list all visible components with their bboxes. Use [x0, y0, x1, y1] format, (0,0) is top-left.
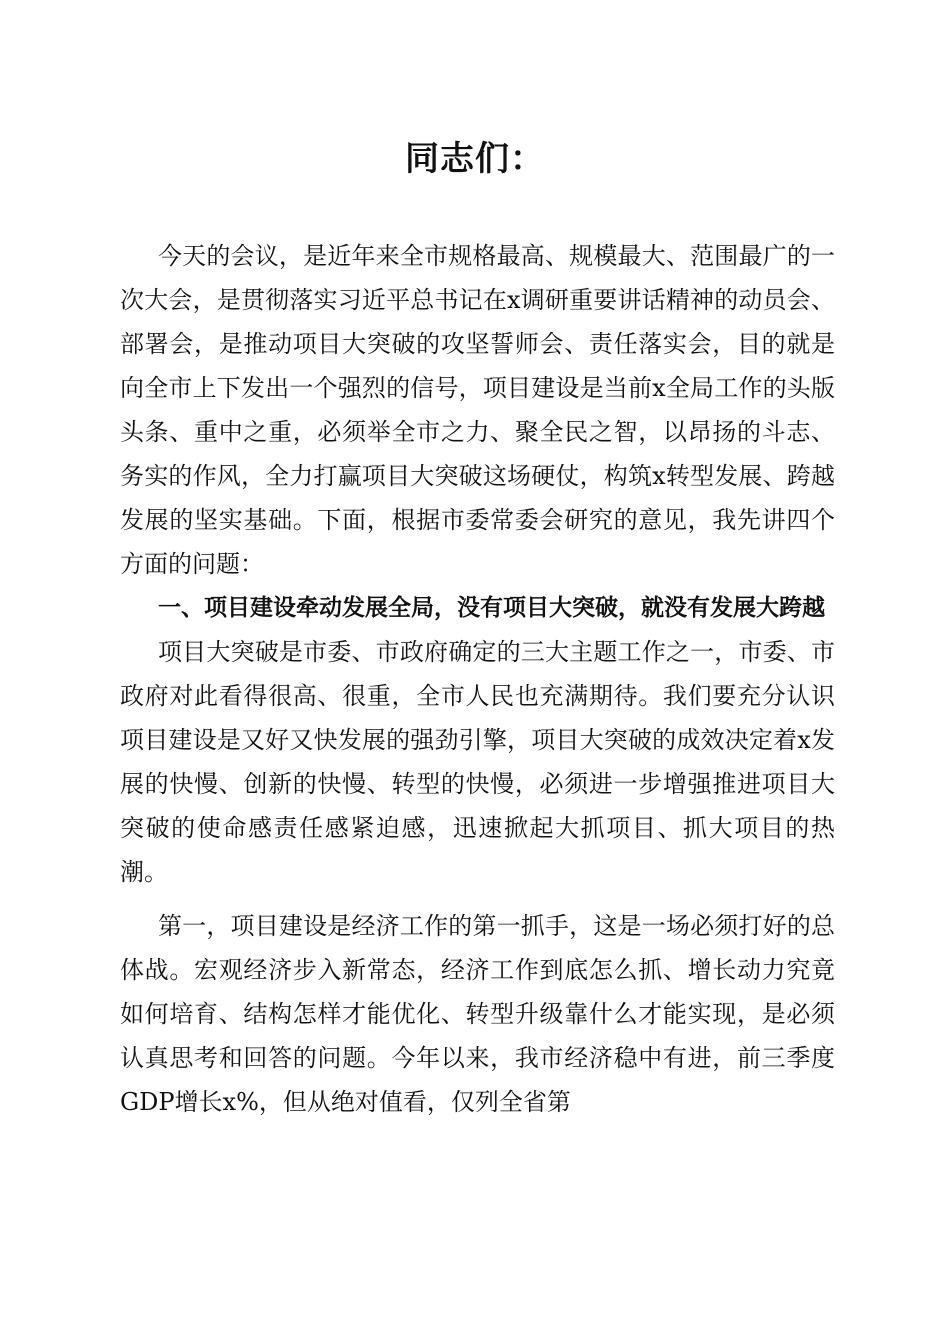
page-title: 同志们：: [405, 139, 545, 179]
document-body: [120, 234, 835, 1124]
intro-paragraph: 今天的会议，是近年来全市规格最高、规模最大、范围最广的一次大会，是贯彻落实习近平总书记在x调研重要讲话精神的动员会、部署会，是推动项目大突破的攻坚誓师会、责任落实会，目的就是向全市上下发出一个强烈的信号，项目建设是当前x全局工作的头版头条、重中之重，必须举全市之力、聚全民之智，以昂扬的斗志、务实的作风，全力打赢项目大突破这场硬仗，构筑x转型发展、跨越发展的坚实基础。下面，根据市委常委会研究的意见，我先讲四个方面的问题：: [120, 242, 835, 578]
point-one-paragraph: 第一，项目建设是经济工作的第一抓手，这是一场必须打好的总体战。宏观经济步入新常态，经济工作到底怎么抓、增长动力究竟如何培育、结构怎样才能优化、转型升级靠什么才能实现，是必须认真思考和回答的问题。今年以来，我市经济稳中有进，前三季度GDP增长x%，但从绝对值看，仅列全省第: [120, 912, 835, 1116]
section-paragraph: 项目大突破是市委、市政府确定的三大主题工作之一，市委、市政府对此看得很高、很重，全市人民也充满期待。我们要充分认识项目建设是又好又快发展的强劲引擎，项目大突破的成效决定着x发展的快慢、创新的快慢、转型的快慢，必须进一步增强推进项目大突破的使命感责任感紧迫感，迅速掀起大抓项目、抓大项目的热潮。: [120, 638, 835, 886]
section-heading: 一、项目建设牵动发展全局，没有项目大突破，就没有发展大跨越: [158, 595, 825, 621]
